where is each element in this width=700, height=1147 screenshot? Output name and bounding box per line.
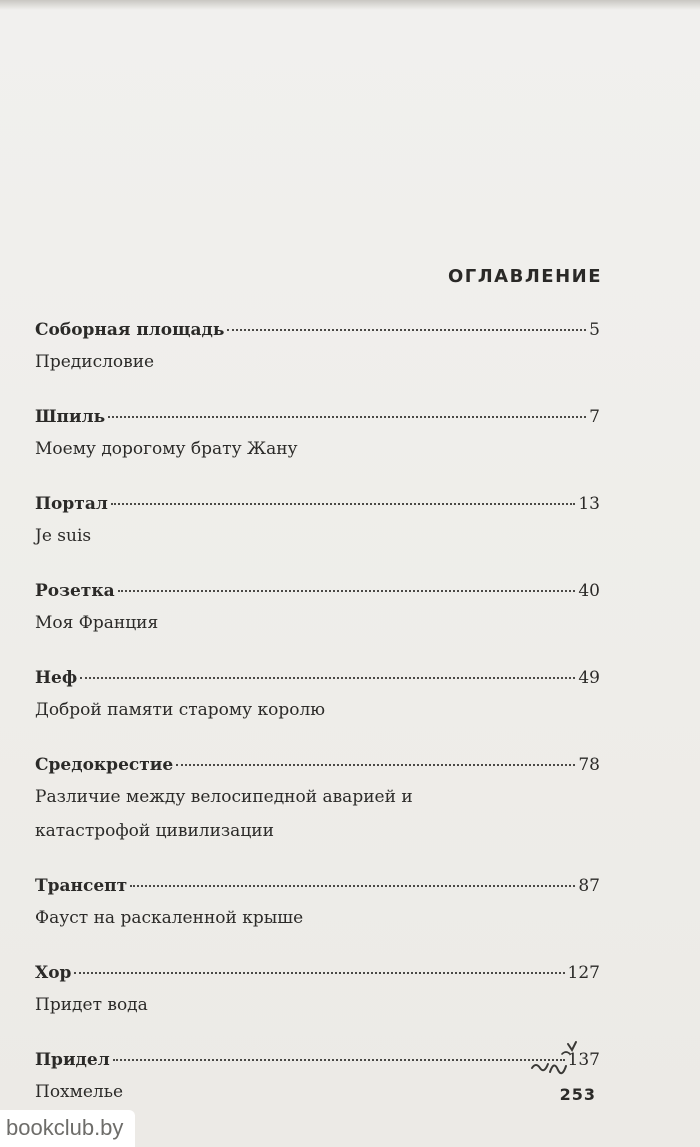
table-of-contents (35, 318, 600, 1135)
toc-entry-subtitle: Похмелье (35, 1082, 124, 1102)
toc-entry-page: 5 (589, 320, 600, 340)
toc-entry (35, 666, 600, 727)
toc-entry-page: 87 (578, 876, 600, 896)
dot-leader (118, 590, 576, 592)
page-number: 253 (559, 1085, 596, 1104)
toc-entry-page: 7 (589, 407, 600, 427)
toc-entry (35, 753, 600, 848)
toc-entry (35, 492, 600, 553)
toc-entry (35, 405, 600, 466)
toc-entry-title: Шпиль (35, 407, 106, 427)
toc-entry-page: 78 (578, 755, 600, 775)
page-edge-shadow (0, 0, 700, 10)
toc-entry-page: 49 (578, 668, 600, 688)
toc-entry-page: 40 (578, 581, 600, 601)
toc-entry-title: Соборная площадь (35, 320, 225, 340)
dot-leader (74, 972, 564, 974)
toc-entry-title: Трансепт (35, 876, 128, 896)
toc-entry-page: 137 (567, 1050, 600, 1070)
toc-entry-title: Неф (35, 668, 78, 688)
dot-leader (111, 503, 576, 505)
toc-entry-subtitle: Доброй памяти старому королю (35, 700, 326, 720)
toc-entry-title: Придел (35, 1050, 110, 1070)
toc-entry-title: Розетка (35, 581, 115, 601)
watermark: bookclub.by (0, 1110, 135, 1147)
dot-leader (80, 677, 575, 679)
toc-entry-subtitle: Фауст на раскаленной крыше (35, 908, 304, 928)
toc-entry (35, 579, 600, 640)
toc-entry-subtitle: Je suis (35, 526, 92, 546)
toc-entry-subtitle: Моя Франция (35, 613, 159, 633)
toc-entry-title: Хор (35, 963, 72, 983)
dot-leader (227, 329, 586, 331)
toc-entry (35, 874, 600, 935)
toc-entry-page: 127 (567, 963, 600, 983)
toc-entry (35, 961, 600, 1022)
toc-entry (35, 318, 600, 379)
toc-entry-page: 13 (578, 494, 600, 514)
toc-entry-subtitle: Придет вода (35, 995, 148, 1015)
toc-entry-subtitle: Различие между велосипедной аварией и катастрофой цивилизации (35, 787, 413, 841)
dot-leader (108, 416, 586, 418)
toc-entry (35, 1048, 600, 1109)
pencil-mark-icon (528, 1038, 588, 1078)
toc-entry-title: Портал (35, 494, 108, 514)
dot-leader (113, 1059, 565, 1061)
dot-leader (130, 885, 575, 887)
toc-heading: ОГЛАВЛЕНИЕ (447, 266, 602, 287)
toc-entry-subtitle: Предисловие (35, 352, 155, 372)
dot-leader (176, 764, 575, 766)
toc-entry-subtitle: Моему дорогому брату Жану (35, 439, 298, 459)
toc-entry-title: Средокрестие (35, 755, 174, 775)
